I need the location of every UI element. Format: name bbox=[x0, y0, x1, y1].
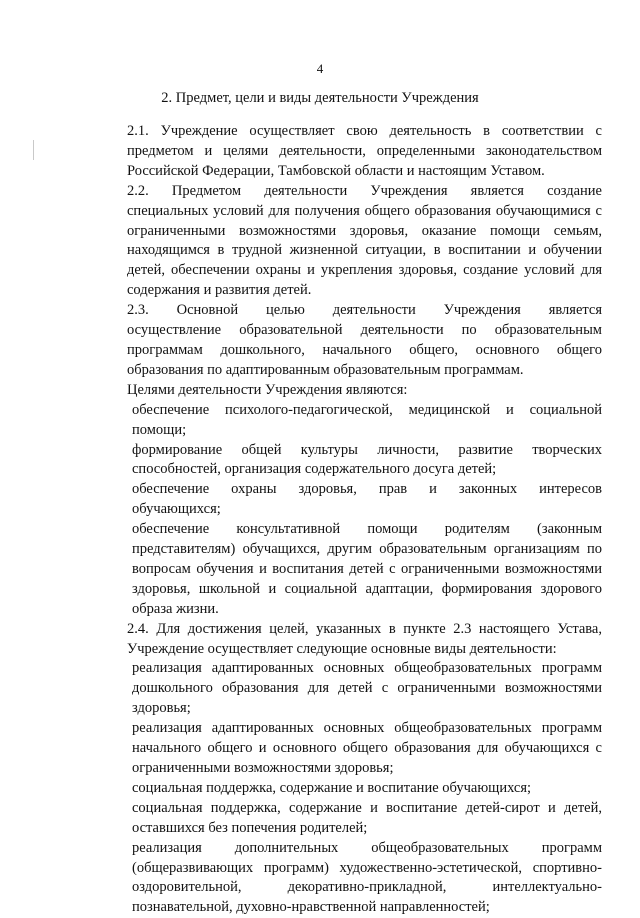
text-line: осуществление образовательной деятельности по образовательным bbox=[127, 322, 602, 339]
text-line: начального общего и основного общего образования для обучающихся с bbox=[132, 740, 602, 757]
text-line: дошкольного образования для детей с ограниченными возможностями bbox=[132, 680, 602, 697]
text-line: специальных условий для получения общего образования обучающимися с bbox=[127, 202, 602, 219]
list-item bbox=[90, 719, 602, 779]
text-line: (общеразвивающих программ) художественно-эстетической, спортивно- bbox=[132, 859, 602, 876]
text-line: здоровья, школьной и социальной адаптации, формирования здорового bbox=[132, 580, 602, 597]
page-number: 4 bbox=[316, 61, 324, 76]
text-line: оздоровительной, декоративно-прикладной, интеллектуально- bbox=[132, 879, 602, 896]
list-item bbox=[90, 480, 602, 520]
text-line: обучающихся; bbox=[132, 501, 221, 518]
text-line: ограниченными возможностями здоровья, оказание помощи семьям, bbox=[127, 222, 602, 239]
text-line: способностей, организация содержательного досуга детей; bbox=[132, 461, 497, 478]
text-line: Учреждение осуществляет следующие основные виды деятельности: bbox=[127, 640, 557, 657]
text-line: Целями деятельности Учреждения являются: bbox=[127, 381, 408, 398]
text-line: представителям) обучащихся, другим образовательным организациям по bbox=[132, 541, 602, 558]
text-line: формирование общей культуры личности, развитие творческих bbox=[132, 441, 602, 458]
text-line: ограниченными возможностями здоровья; bbox=[132, 760, 394, 776]
text-line: обеспечение консультативной помощи родителям (законным bbox=[132, 521, 602, 538]
text-line: помощи; bbox=[132, 421, 187, 438]
text-line: детей, обеспечении охраны и укрепления здоровья, создание условий для bbox=[127, 262, 602, 279]
text-line: 2.1. Учреждение осуществляет свою деятельность в соответствии с bbox=[127, 123, 602, 139]
paragraph-2-1 bbox=[90, 122, 602, 182]
text-line: программам дошкольного, начального общего, основного общего bbox=[127, 341, 602, 358]
text-line: оставшихся без попечения родителей; bbox=[132, 819, 368, 836]
list-item bbox=[90, 779, 602, 799]
text-line: 2.2. Предметом деятельности Учреждения является создание bbox=[127, 182, 602, 199]
text-line: социальная поддержка, содержание и воспитание обучающихся; bbox=[132, 779, 532, 796]
paragraph-2-2 bbox=[90, 182, 602, 301]
paragraph-goals-intro bbox=[90, 381, 602, 401]
text-line: образования по адаптированным образовательным программам. bbox=[127, 361, 524, 378]
text-line: социальная поддержка, содержание и воспитание детей-сирот и детей, bbox=[132, 799, 602, 816]
text-line: предметом и целями деятельности, определенными законодательством bbox=[127, 142, 602, 159]
text-line: Российской Федерации, Тамбовской области и настоящим Уставом. bbox=[127, 162, 545, 179]
text-line: вопросам обучения и воспитания детей с ограниченными возможностями bbox=[132, 560, 602, 577]
list-item bbox=[90, 441, 602, 481]
margin-mark bbox=[33, 140, 34, 160]
text-line: обеспечение охраны здоровья, прав и законных интересов bbox=[132, 481, 602, 498]
paragraph-2-4 bbox=[90, 620, 602, 660]
paragraph-2-3 bbox=[90, 301, 602, 381]
text-line: 2.4. Для достижения целей, указанных в пункте 2.3 настоящего Устава, bbox=[127, 620, 602, 637]
text-line: находящимся в трудной жизненной ситуации, в воспитании и обучении bbox=[127, 242, 602, 259]
text-line: реализация дополнительных общеобразовательных программ bbox=[132, 839, 602, 856]
text-line: содержания и развития детей. bbox=[127, 282, 312, 299]
text-line: обеспечение психолого-педагогической, медицинской и социальной bbox=[132, 401, 602, 418]
list-item bbox=[90, 520, 602, 620]
list-item bbox=[90, 799, 602, 839]
text-line: реализация адаптированных основных общеобразовательных программ bbox=[132, 720, 602, 737]
text-line: здоровья; bbox=[132, 700, 191, 717]
list-item bbox=[90, 401, 602, 441]
list-item bbox=[90, 839, 602, 918]
text-line: реализация адаптированных основных общеобразовательных программ bbox=[132, 660, 602, 677]
text-line: 2.3. Основной целью деятельности Учреждения является bbox=[127, 302, 602, 319]
document-body bbox=[90, 122, 602, 918]
section-heading: 2. Предмет, цели и виды деятельности Учреждения bbox=[161, 90, 479, 106]
text-line: познавательной, духовно-нравственной направленностей; bbox=[132, 899, 490, 916]
list-item bbox=[90, 659, 602, 719]
text-line: образа жизни. bbox=[132, 600, 219, 617]
